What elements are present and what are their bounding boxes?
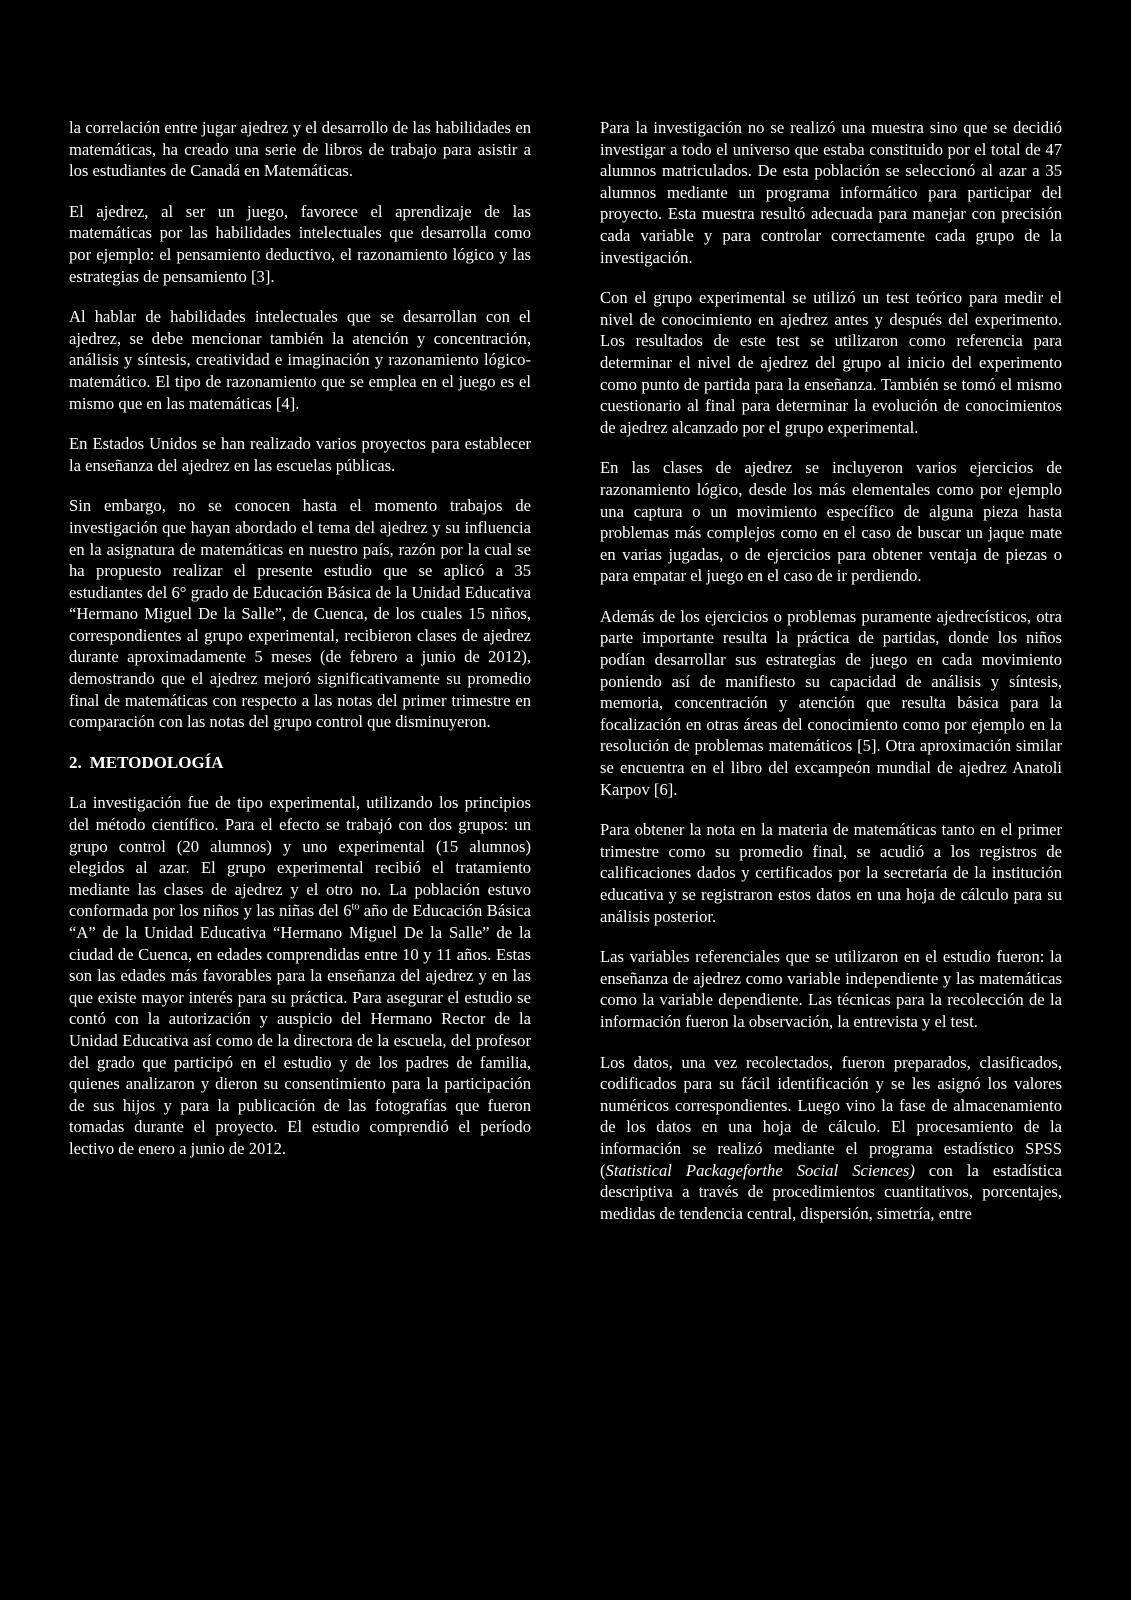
right-column [600,117,1062,1243]
paragraph-sample-selection: Para la investigación no se realizó una muestra sino que se decidió investigar a todo el universo que estaba constituido por el total de 47 alumnos matriculados. De esta población se seleccionó al azar a 35 alumnos mediante un programa informático para participar del proyecto. Esta muestra resultó adecuada para manejar con precisión cada variable y para controlar correctamente cada grupo de la investigación. [600,118,1062,267]
paragraph-text: La investigación fue de tipo experimental, utilizando los principios del método científico. Para el efecto se trabajó con dos grupos: un grupo control (20 alumnos) y uno experimental (15 alumnos) elegidos al azar. El grupo experimental recibió el tratamiento mediante las clases de ajedrez y el otro no. La población estuvo conformada por los niños y las niñas del 6 [69,793,531,921]
paragraph-experimental-design [69,792,531,1159]
paragraph-data-processing [600,1052,1062,1225]
paragraph-study-justification: Sin embargo, no se conocen hasta el momento trabajos de investigación que hayan abordado el tema del ajedrez y su influencia en la asignatura de matemáticas en nuestro país, razón por la cual se ha propuesto realizar el presente estudio que se aplicó a 35 estudiantes del 6° grado de Educación Básica de la Unidad Educativa “Hermano Miguel De la Salle”, de Cuenca, de los cuales 15 niños, correspondientes al grupo experimental, recibieron clases de ajedrez durante aproximadamente 5 meses (de febrero a junio de 2012), demostrando que el ajedrez mejoró significativamente su promedio final de matemáticas con respecto a las notas del primer trimestre en comparación con las notas del grupo control que disminuyeron. [69,496,531,732]
paragraph-study-variables: Las variables referenciales que se utilizaron en el estudio fueron: la enseñanza de ajedrez como variable independiente y las matemáticas como la variable dependiente. Las técnicas para la recolección de la información fueron la observación, la entrevista y el test. [600,947,1062,1031]
paragraph-attention-concentration: Al hablar de habilidades intelectuales que se desarrollan con el ajedrez, se debe mencionar también la atención y concentración, análisis y síntesis, creatividad e imaginación y razonamiento lógico-matemático. El tipo de razonamiento que se emplea en el juego es el mismo que en las matemáticas [4]. [69,307,531,413]
paragraph-text: con la estadística descriptiva a través de procedimientos cuantitativos, porcentajes, medidas de tendencia central, dispersión, simetría, entre [600,1160,1062,1223]
section-title: METODOLOGÍA [89,752,224,772]
section-number: 2. [69,752,82,772]
left-column [69,117,531,1179]
spss-full-name: Statistical Packageforthe Social Sciences) [605,1160,915,1180]
paragraph-chess-exercises: En las clases de ajedrez se incluyeron varios ejercicios de razonamiento lógico, desde los más elementales como por ejemplo una captura o un movimiento específico de alguna pieza hasta problemas más complejos como en el caso de buscar un jaque mate en varias jugadas, o de ejercicios para obtener ventaja de piezas o para empatar el juego en el caso de ir perdiendo. [600,458,1062,586]
paragraph-text: Los datos, una vez recolectados, fueron preparados, clasificados, codificados para su fácil identificación y se les asignó los valores numéricos correspondientes. Luego vino la fase de almacenamiento de los datos en una hoja de cálculo. El procesamiento de la información se realizó mediante el programa estadístico SPSS ( [600,1052,1062,1180]
paragraph-math-grades: Para obtener la nota en la materia de matemáticas tanto en el primer trimestre como su promedio final, se acudió a los registros de calificaciones dados y certificados por la secretaría de la institución educativa y se registraron estos datos en una hoja de cálculo para su análisis posterior. [600,820,1062,926]
paragraph-theoretical-test: Con el grupo experimental se utilizó un test teórico para medir el nivel de conocimiento en ajedrez antes y después del experimento. Los resultados de este test se utilizaron como referencia para determinar el nivel de ajedrez del grupo al inicio del experimento como punto de partida para la enseñanza. También se tomó el mismo cuestionario al final para determinar la evolución de conocimientos de ajedrez alcanzado por el grupo experimental. [600,288,1062,437]
paragraph-chess-math-correlation: la correlación entre jugar ajedrez y el desarrollo de las habilidades en matemáticas, ha creado una serie de libros de trabajo para asistir a los estudiantes de Canadá en Matemáticas. [69,118,531,181]
ordinal-superscript: to [351,901,360,913]
section-heading-methodology [69,752,531,774]
paragraph-united-states-projects: En Estados Unidos se han realizado varios proyectos para establecer la enseñanza del ajedrez en las escuelas públicas. [69,434,531,475]
paragraph-chess-intellectual-skills: El ajedrez, al ser un juego, favorece el aprendizaje de las matemáticas por las habilidades intelectuales que desarrolla como por ejemplo: el pensamiento deductivo, el razonamiento lógico y las estrategias de pensamiento [3]. [69,201,531,286]
paragraph-text: año de Educación Básica “A” de la Unidad Educativa “Hermano Miguel De la Salle” de la ciudad de Cuenca, en edades comprendidas entre 10 y 11 años. Estas son las edades más favorables para la enseñanza del ajedrez y en las que existe mayor interés para su práctica. Para asegurar el estudio se contó con la autorización y auspicio del Hermano Rector de la Unidad Educativa así como de la directora de la escuela, del profesor del grado que participó en el estudio y de los padres de familia, quienes analizaron y dieron su consentimiento para la participación de sus hijos y para la publicación de las fotografías que fueron tomadas durante el proyecto. El estudio comprendió el período lectivo de enero a junio de 2012. [69,901,531,1158]
paragraph-chess-games-practice: Además de los ejercicios o problemas puramente ajedrecísticos, otra parte importante resulta la práctica de partidas, donde los niños podían desarrollar sus estrategias de juego en cada movimiento poniendo así de manifiesto su capacidad de análisis y síntesis, memoria, concentración y atención que resulta básica para la focalización en otras áreas del conocimiento como por ejemplo en la resolución de problemas matemáticos [5]. Otra aproximación similar se encuentra en el libro del excampeón mundial de ajedrez Anatoli Karpov [6]. [600,606,1062,799]
